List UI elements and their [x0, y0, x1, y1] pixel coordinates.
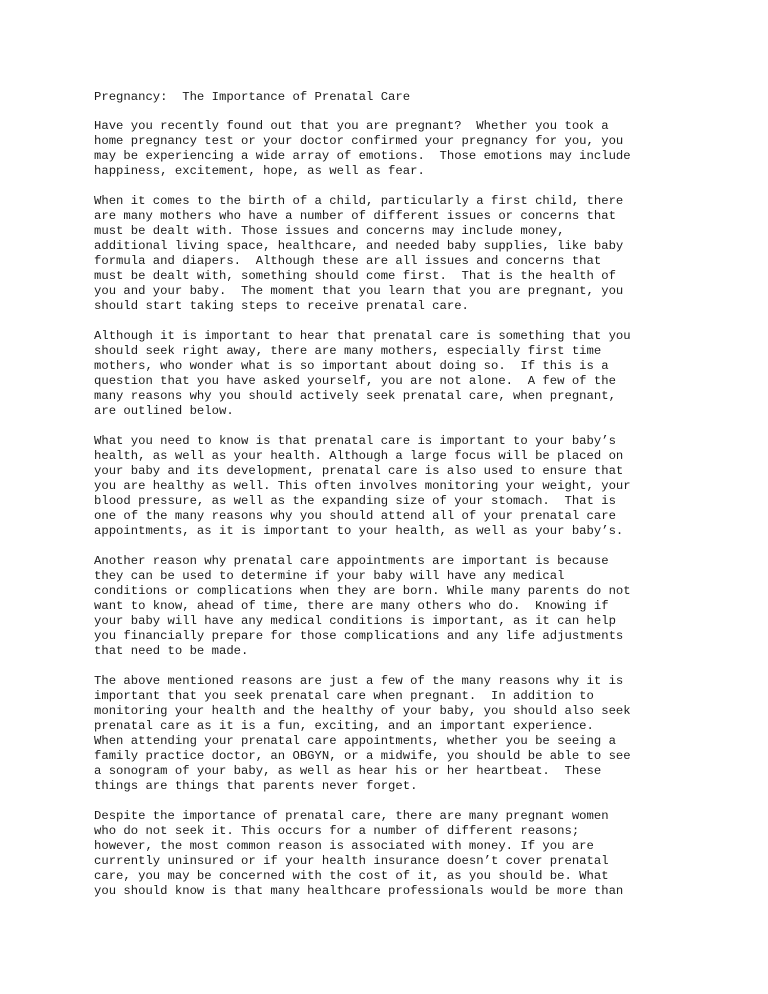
text-line: must be dealt with. Those issues and concerns may include money, [94, 224, 565, 238]
text-line: The above mentioned reasons are just a few of the many reasons why it is [94, 674, 624, 688]
text-line: Although it is important to hear that prenatal care is something that you [94, 329, 631, 343]
text-line: health, as well as your health. Although a large focus will be placed on [94, 449, 624, 463]
text-line: additional living space, healthcare, and needed baby supplies, like baby [94, 239, 624, 253]
text-line: formula and diapers. Although these are all issues and concerns that [94, 254, 602, 268]
text-line: they can be used to determine if your baby will have any medical [94, 569, 565, 583]
text-line: you are healthy as well. This often involves monitoring your weight, your [94, 479, 631, 493]
text-line: care, you may be concerned with the cost of it, as you should be. What [94, 869, 609, 883]
text-line: things are things that parents never forget. [94, 779, 418, 793]
text-line: Have you recently found out that you are pregnant? Whether you took a [94, 119, 609, 133]
text-line: Despite the importance of prenatal care, there are many pregnant women [94, 809, 609, 823]
text-line: When attending your prenatal care appointments, whether you be seeing a [94, 734, 616, 748]
text-line: who do not seek it. This occurs for a number of different reasons; [94, 824, 580, 838]
text-line: What you need to know is that prenatal care is important to your baby’s [94, 434, 616, 448]
text-line: blood pressure, as well as the expanding size of your stomach. That is [94, 494, 616, 508]
text-line: must be dealt with, something should come first. That is the health of [94, 269, 616, 283]
paragraph-7 [94, 809, 684, 899]
text-line: that need to be made. [94, 644, 249, 658]
text-line: are outlined below. [94, 404, 234, 418]
text-line: your baby and its development, prenatal care is also used to ensure that [94, 464, 624, 478]
document-title: Pregnancy: The Importance of Prenatal Care [94, 90, 411, 104]
text-line: may be experiencing a wide array of emotions. Those emotions may include [94, 149, 631, 163]
text-line: appointments, as it is important to your health, as well as your baby’s. [94, 524, 624, 538]
text-line: your baby will have any medical conditions is important, as it can help [94, 614, 616, 628]
paragraph-1 [94, 119, 684, 179]
text-line: prenatal care as it is a fun, exciting, and an important experience. [94, 719, 594, 733]
text-line: mothers, who wonder what is so important about doing so. If this is a [94, 359, 609, 373]
document-body [94, 119, 684, 899]
text-line: a sonogram of your baby, as well as hear his or her heartbeat. These [94, 764, 602, 778]
text-line: conditions or complications when they are born. While many parents do not [94, 584, 631, 598]
text-line: are many mothers who have a number of different issues or concerns that [94, 209, 616, 223]
paragraph-5 [94, 554, 684, 659]
text-line: you financially prepare for those complications and any life adjustments [94, 629, 624, 643]
text-line: one of the many reasons why you should attend all of your prenatal care [94, 509, 616, 523]
text-line: When it comes to the birth of a child, particularly a first child, there [94, 194, 624, 208]
text-line: you and your baby. The moment that you learn that you are pregnant, you [94, 284, 624, 298]
text-line: want to know, ahead of time, there are many others who do. Knowing if [94, 599, 609, 613]
paragraph-2 [94, 194, 684, 314]
text-line: currently uninsured or if your health insurance doesn’t cover prenatal [94, 854, 609, 868]
document-page [94, 90, 684, 914]
text-line: family practice doctor, an OBGYN, or a midwife, you should be able to see [94, 749, 631, 763]
text-line: many reasons why you should actively seek prenatal care, when pregnant, [94, 389, 616, 403]
text-line: should seek right away, there are many mothers, especially first time [94, 344, 602, 358]
paragraph-6 [94, 674, 684, 794]
text-line: you should know is that many healthcare professionals would be more than [94, 884, 624, 898]
text-line: monitoring your health and the healthy of your baby, you should also seek [94, 704, 631, 718]
text-line: however, the most common reason is associated with money. If you are [94, 839, 594, 853]
text-line: should start taking steps to receive prenatal care. [94, 299, 469, 313]
text-line: important that you seek prenatal care when pregnant. In addition to [94, 689, 594, 703]
text-line: question that you have asked yourself, you are not alone. A few of the [94, 374, 616, 388]
text-line: Another reason why prenatal care appointments are important is because [94, 554, 609, 568]
text-line: happiness, excitement, hope, as well as fear. [94, 164, 425, 178]
text-line: home pregnancy test or your doctor confirmed your pregnancy for you, you [94, 134, 624, 148]
paragraph-3 [94, 329, 684, 419]
paragraph-4 [94, 434, 684, 539]
